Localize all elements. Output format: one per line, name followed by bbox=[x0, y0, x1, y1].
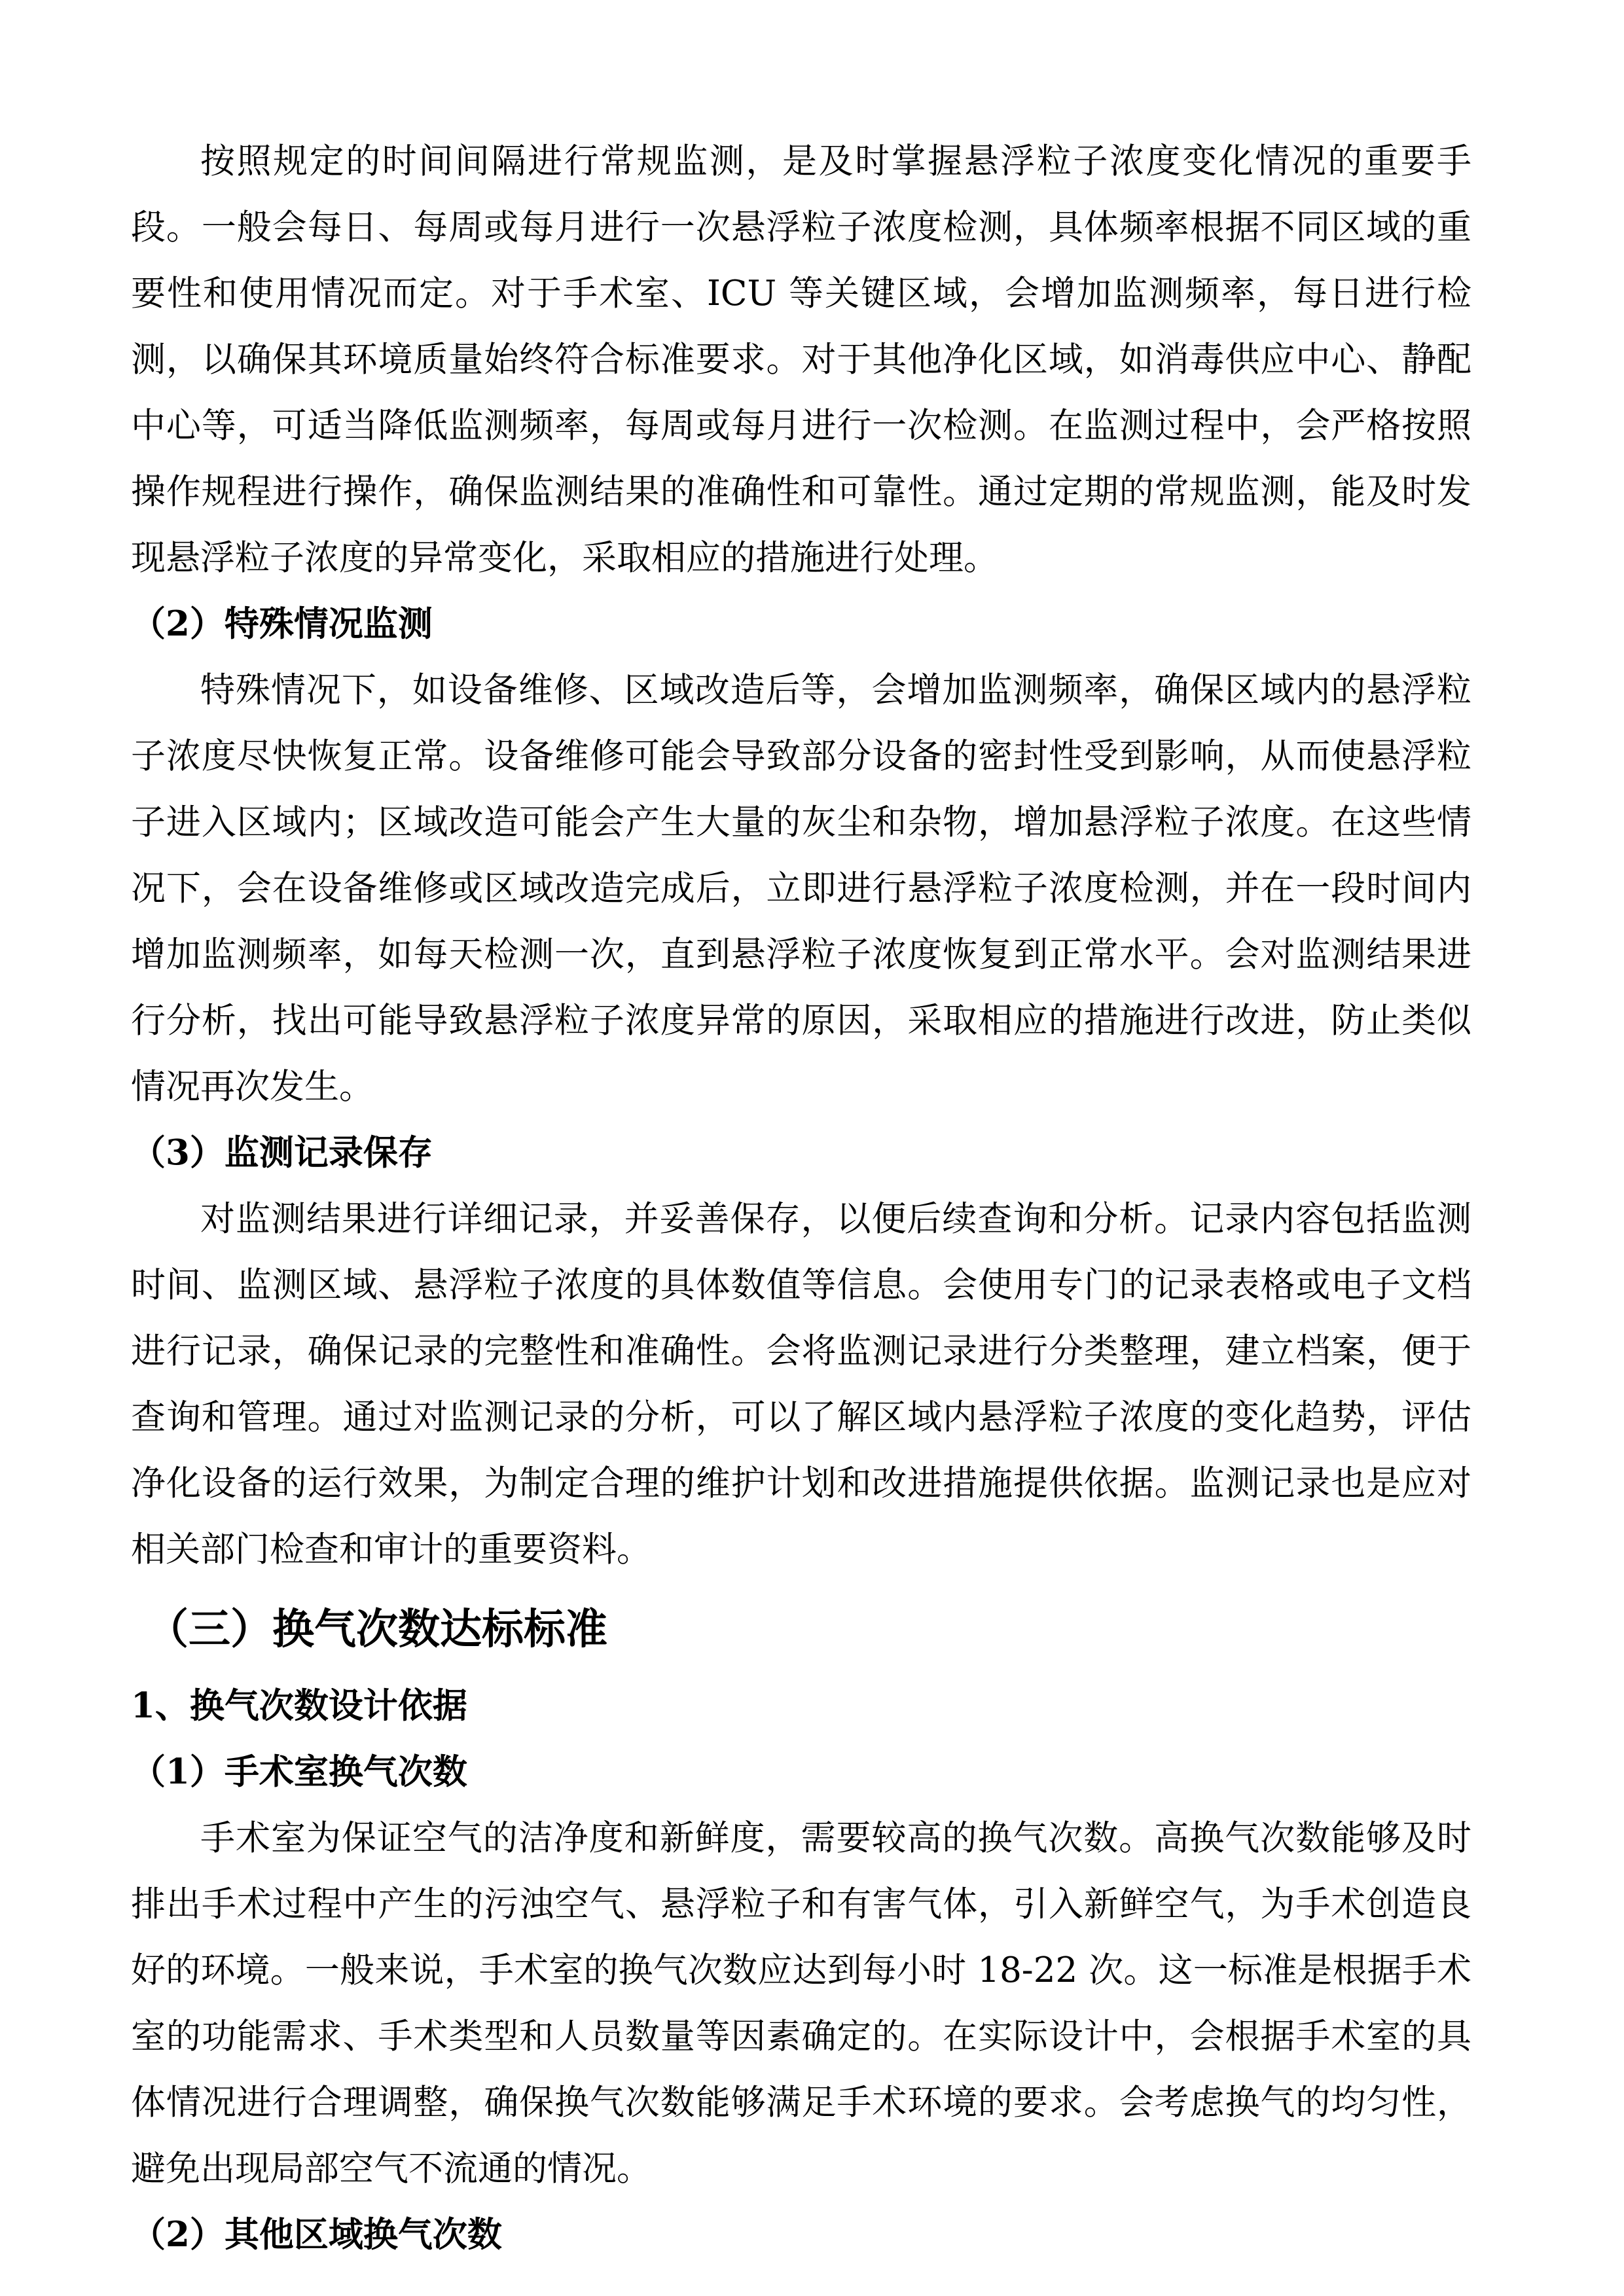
heading-1-operating-room-air-change-rate: （1）手术室换气次数 bbox=[131, 1751, 467, 1792]
heading-2-other-area-air-change-rate: （2）其他区域换气次数 bbox=[131, 2214, 502, 2255]
heading-section-air-change-rate-standard: （三）换气次数达标标准 bbox=[147, 1605, 607, 1654]
page-content bbox=[131, 128, 1471, 2268]
heading-2-special-situation-monitoring: （2）特殊情况监测 bbox=[131, 603, 433, 644]
paragraph-monitoring-record-retention: 对监测结果进行详细记录，并妥善保存，以便后续查询和分析。记录内容包括监测时间、监测区域、悬浮粒子浓度的具体数值等信息。会使用专门的记录表格或电子文档进行记录，确保记录的完整性和准确性。会将监测记录进行分类整理，建立档案，便于查询和管理。通过对监测记录的分析，可以了解区域内悬浮粒子浓度的变化趋势，评估净化设备的运行效果，为制定合理的维护计划和改进措施提供依据。监测记录也是应对相关部门检查和审计的重要资料。 bbox=[131, 1199, 1471, 1570]
heading-1-air-change-design-basis: 1、换气次数设计依据 bbox=[131, 1685, 467, 1726]
heading-3-monitoring-record-retention: （3）监测记录保存 bbox=[131, 1132, 433, 1173]
paragraph-routine-monitoring: 按照规定的时间间隔进行常规监测，是及时掌握悬浮粒子浓度变化情况的重要手段。一般会每日、每周或每月进行一次悬浮粒子浓度检测，具体频率根据不同区域的重要性和使用情况而定。对于手术室、ICU 等关键区域，会增加监测频率，每日进行检测，以确保其环境质量始终符合标准要求。对于其他净化区域，如消毒供应中心、静配中心等，可适当降低监测频率，每周或每月进行一次检测。在监测过程中，会严格按照操作规程进行操作，确保监测结果的准确性和可靠性。通过定期的常规监测，能及时发现悬浮粒子浓度的异常变化，采取相应的措施进行处理。 bbox=[131, 141, 1471, 578]
paragraph-special-situation-monitoring: 特殊情况下，如设备维修、区域改造后等，会增加监测频率，确保区域内的悬浮粒子浓度尽快恢复正常。设备维修可能会导致部分设备的密封性受到影响，从而使悬浮粒子进入区域内；区域改造可能会产生大量的灰尘和杂物，增加悬浮粒子浓度。在这些情况下，会在设备维修或区域改造完成后，立即进行悬浮粒子浓度检测，并在一段时间内增加监测频率，如每天检测一次，直到悬浮粒子浓度恢复到正常水平。会对监测结果进行分析，找出可能导致悬浮粒子浓度异常的原因，采取相应的措施进行改进，防止类似情况再次发生。 bbox=[131, 670, 1471, 1107]
paragraph-operating-room-air-change-rate: 手术室为保证空气的洁净度和新鲜度，需要较高的换气次数。高换气次数能够及时排出手术过程中产生的污浊空气、悬浮粒子和有害气体，引入新鲜空气，为手术创造良好的环境。一般来说，手术室的换气次数应达到每小时 18-22 次。这一标准是根据手术室的功能需求、手术类型和人员数量等因素确定的。在实际设计中，会根据手术室的具体情况进行合理调整，确保换气次数能够满足手术环境的要求。会考虑换气的均匀性，避免出现局部空气不流通的情况。 bbox=[131, 1818, 1471, 2189]
